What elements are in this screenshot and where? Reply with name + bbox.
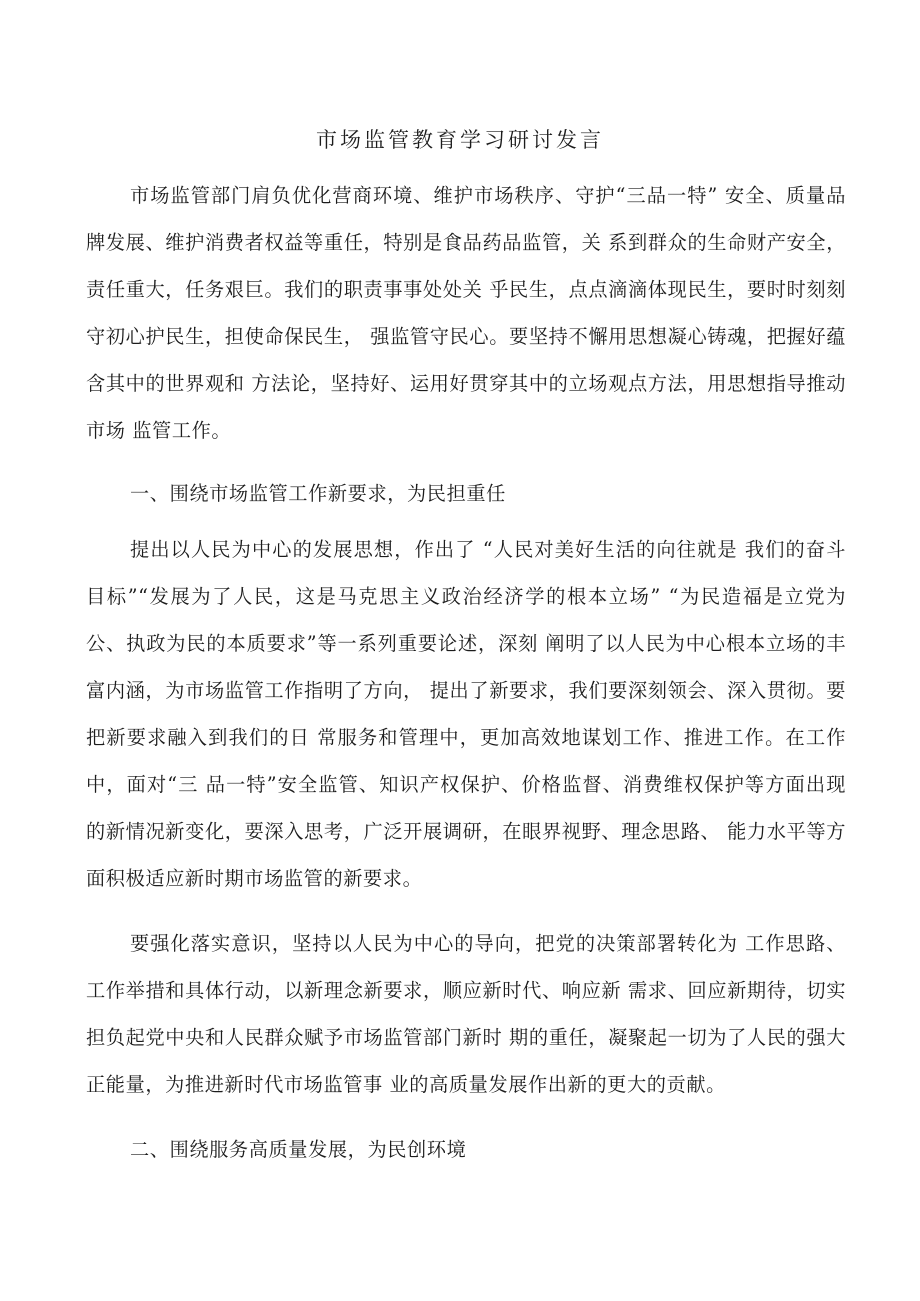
section-heading-2: 二、围绕服务高质量发展，为民创环境 bbox=[130, 1138, 467, 1161]
section-heading-1: 一、围绕市场监管工作新要求，为民担重任 bbox=[130, 482, 506, 505]
document-title: 市场监管教育学习研讨发言 bbox=[316, 128, 604, 152]
section1-paragraph-1: 提出以人民为中心的发展思想，作出了 “人民对美好生活的向往就是 我们的奋斗目标”“发展为了人民，这是马克思主义政治经济学的根本立场” “为民造福是立党为公、执政为民的本质要求”等一系列重要论述，深刻 阐明了以人民为中心根本立场的丰富内涵，为市场监管工作指明了方向， 提出了新要求，我们要深刻领会、深入贯彻。要把新要求融入到我们的日 常服务和管理中，更加高效地谋划工作、推进工作。在工作中，面对“三 品一特”安全监管、知识产权保护、价格监督、消费维权保护等方面出现 的新情况新变化，要深入思考，广泛开展调研，在眼界视野、理念思路、 能力水平等方面积极适应新时期市场监管的新要求。 bbox=[86, 538, 846, 890]
intro-paragraph: 市场监管部门肩负优化营商环境、维护市场秩序、守护“三品一特” 安全、质量品牌发展、维护消费者权益等重任，特别是食品药品监管，关 系到群众的生命财产安全，责任重大，任务艰巨。我们的职责事事处处关 乎民生，点点滴滴体现民生，要时时刻刻守初心护民生，担使命保民生， 强监管守民心。要坚持不懈用思想凝心铸魂，把握好蕴含其中的世界观和 方法论，坚持好、运用好贯穿其中的立场观点方法，用思想指导推动市场 监管工作。 bbox=[86, 184, 846, 442]
section1-paragraph-2: 要强化落实意识，坚持以人民为中心的导向，把党的决策部署转化为 工作思路、工作举措和具体行动，以新理念新要求，顺应新时代、响应新 需求、回应新期待，切实担负起党中央和人民群众赋予市场监管部门新时 期的重任，凝聚起一切为了人民的强大正能量，为推进新时代市场监管事 业的高质量发展作出新的更大的贡献。 bbox=[86, 932, 846, 1096]
